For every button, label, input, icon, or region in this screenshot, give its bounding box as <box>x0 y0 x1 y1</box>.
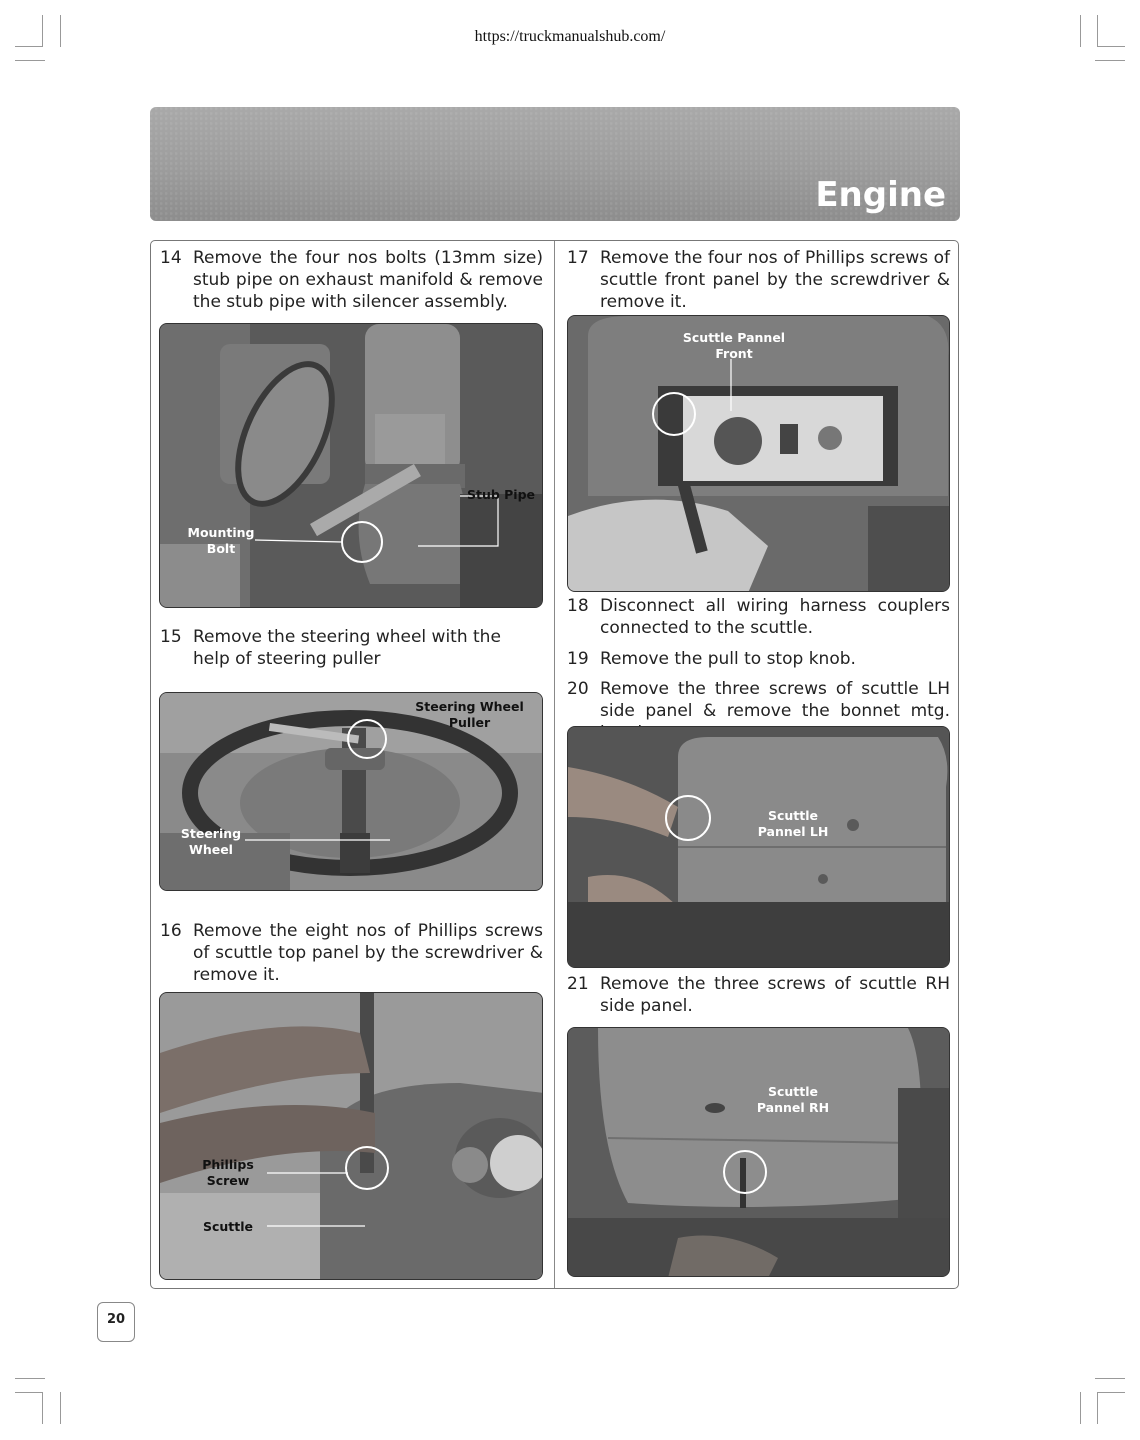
step-14 <box>160 247 543 313</box>
step-text: Remove the four nos bolts (13mm size) stub pipe on exhaust manifold & remove the stub pipe with silencer assembly. <box>193 248 543 312</box>
step-number: 19 <box>567 649 589 669</box>
photo-scuttle-front <box>567 315 950 592</box>
label-steering-wheel: Steering Wheel <box>180 826 242 857</box>
step-15 <box>160 626 543 670</box>
crop-mark <box>1095 1378 1125 1379</box>
callout-lines <box>160 993 543 1280</box>
label-steering-wheel-puller: Steering Wheel Puller <box>415 699 524 730</box>
callout-lines <box>160 324 543 608</box>
page-number: 20 <box>97 1302 135 1342</box>
step-21 <box>567 973 950 1017</box>
source-url[interactable]: https://truckmanualshub.com/ <box>474 28 666 45</box>
step-text: Disconnect all wiring harness couplers connected to the scuttle. <box>600 596 950 638</box>
label-scuttle-pannel-front: Scuttle Pannel Front <box>682 330 786 361</box>
step-number: 17 <box>567 248 589 268</box>
step-16 <box>160 920 543 986</box>
step-text: Remove the eight nos of Phillips screws of scuttle top panel by the screwdriver & remove it. <box>193 921 543 985</box>
crop-mark <box>1080 1392 1081 1424</box>
step-text: Remove the three screws of scuttle RH side panel. <box>600 974 950 1016</box>
step-text: Remove the steering wheel with the help of steering puller <box>193 627 501 669</box>
label-scuttle-pannel-lh: Scuttle Pannel LH <box>757 808 829 839</box>
step-17 <box>567 247 950 313</box>
callout-lines <box>568 1028 950 1277</box>
crop-mark <box>1097 1392 1098 1424</box>
photo-scuttle-top <box>159 992 543 1280</box>
step-number: 14 <box>160 248 182 268</box>
step-number: 21 <box>567 974 589 994</box>
step-text: Remove the four nos of Phillips screws of scuttle front panel by the screwdriver & remove it. <box>600 248 950 312</box>
crop-mark <box>60 1392 61 1424</box>
label-phillips-screw: Phillips Screw <box>202 1157 254 1188</box>
crop-mark <box>42 1392 43 1424</box>
crop-mark <box>1097 1392 1125 1393</box>
crop-mark <box>1097 46 1125 47</box>
section-title: Engine <box>815 175 946 215</box>
step-number: 16 <box>160 921 182 941</box>
section-banner <box>150 107 960 221</box>
callout-lines <box>568 727 950 968</box>
column-divider <box>554 241 555 1288</box>
step-text: Remove the pull to stop knob. <box>600 649 856 669</box>
photo-scuttle-lh <box>567 726 950 968</box>
crop-mark <box>15 46 43 47</box>
label-mounting-bolt: Mounting Bolt <box>187 525 255 556</box>
step-text: Remove the three screws of scuttle LH side panel & remove the bonnet mtg. <box>600 679 950 721</box>
crop-mark <box>1095 60 1125 61</box>
step-number: 20 <box>567 679 589 699</box>
step-20 <box>567 678 950 722</box>
photo-stub-pipe <box>159 323 543 608</box>
label-stub-pipe: Stub Pipe <box>466 487 536 502</box>
crop-mark <box>15 60 45 61</box>
photo-steering-wheel <box>159 692 543 891</box>
photo-scuttle-rh <box>567 1027 950 1277</box>
crop-mark <box>15 1378 45 1379</box>
crop-mark <box>15 1392 43 1393</box>
step-18 <box>567 595 950 639</box>
label-scuttle-pannel-rh: Scuttle Pannel RH <box>756 1084 830 1115</box>
step-19 <box>567 648 950 670</box>
step-number: 15 <box>160 627 182 647</box>
step-number: 18 <box>567 596 589 616</box>
label-scuttle: Scuttle <box>202 1219 254 1234</box>
